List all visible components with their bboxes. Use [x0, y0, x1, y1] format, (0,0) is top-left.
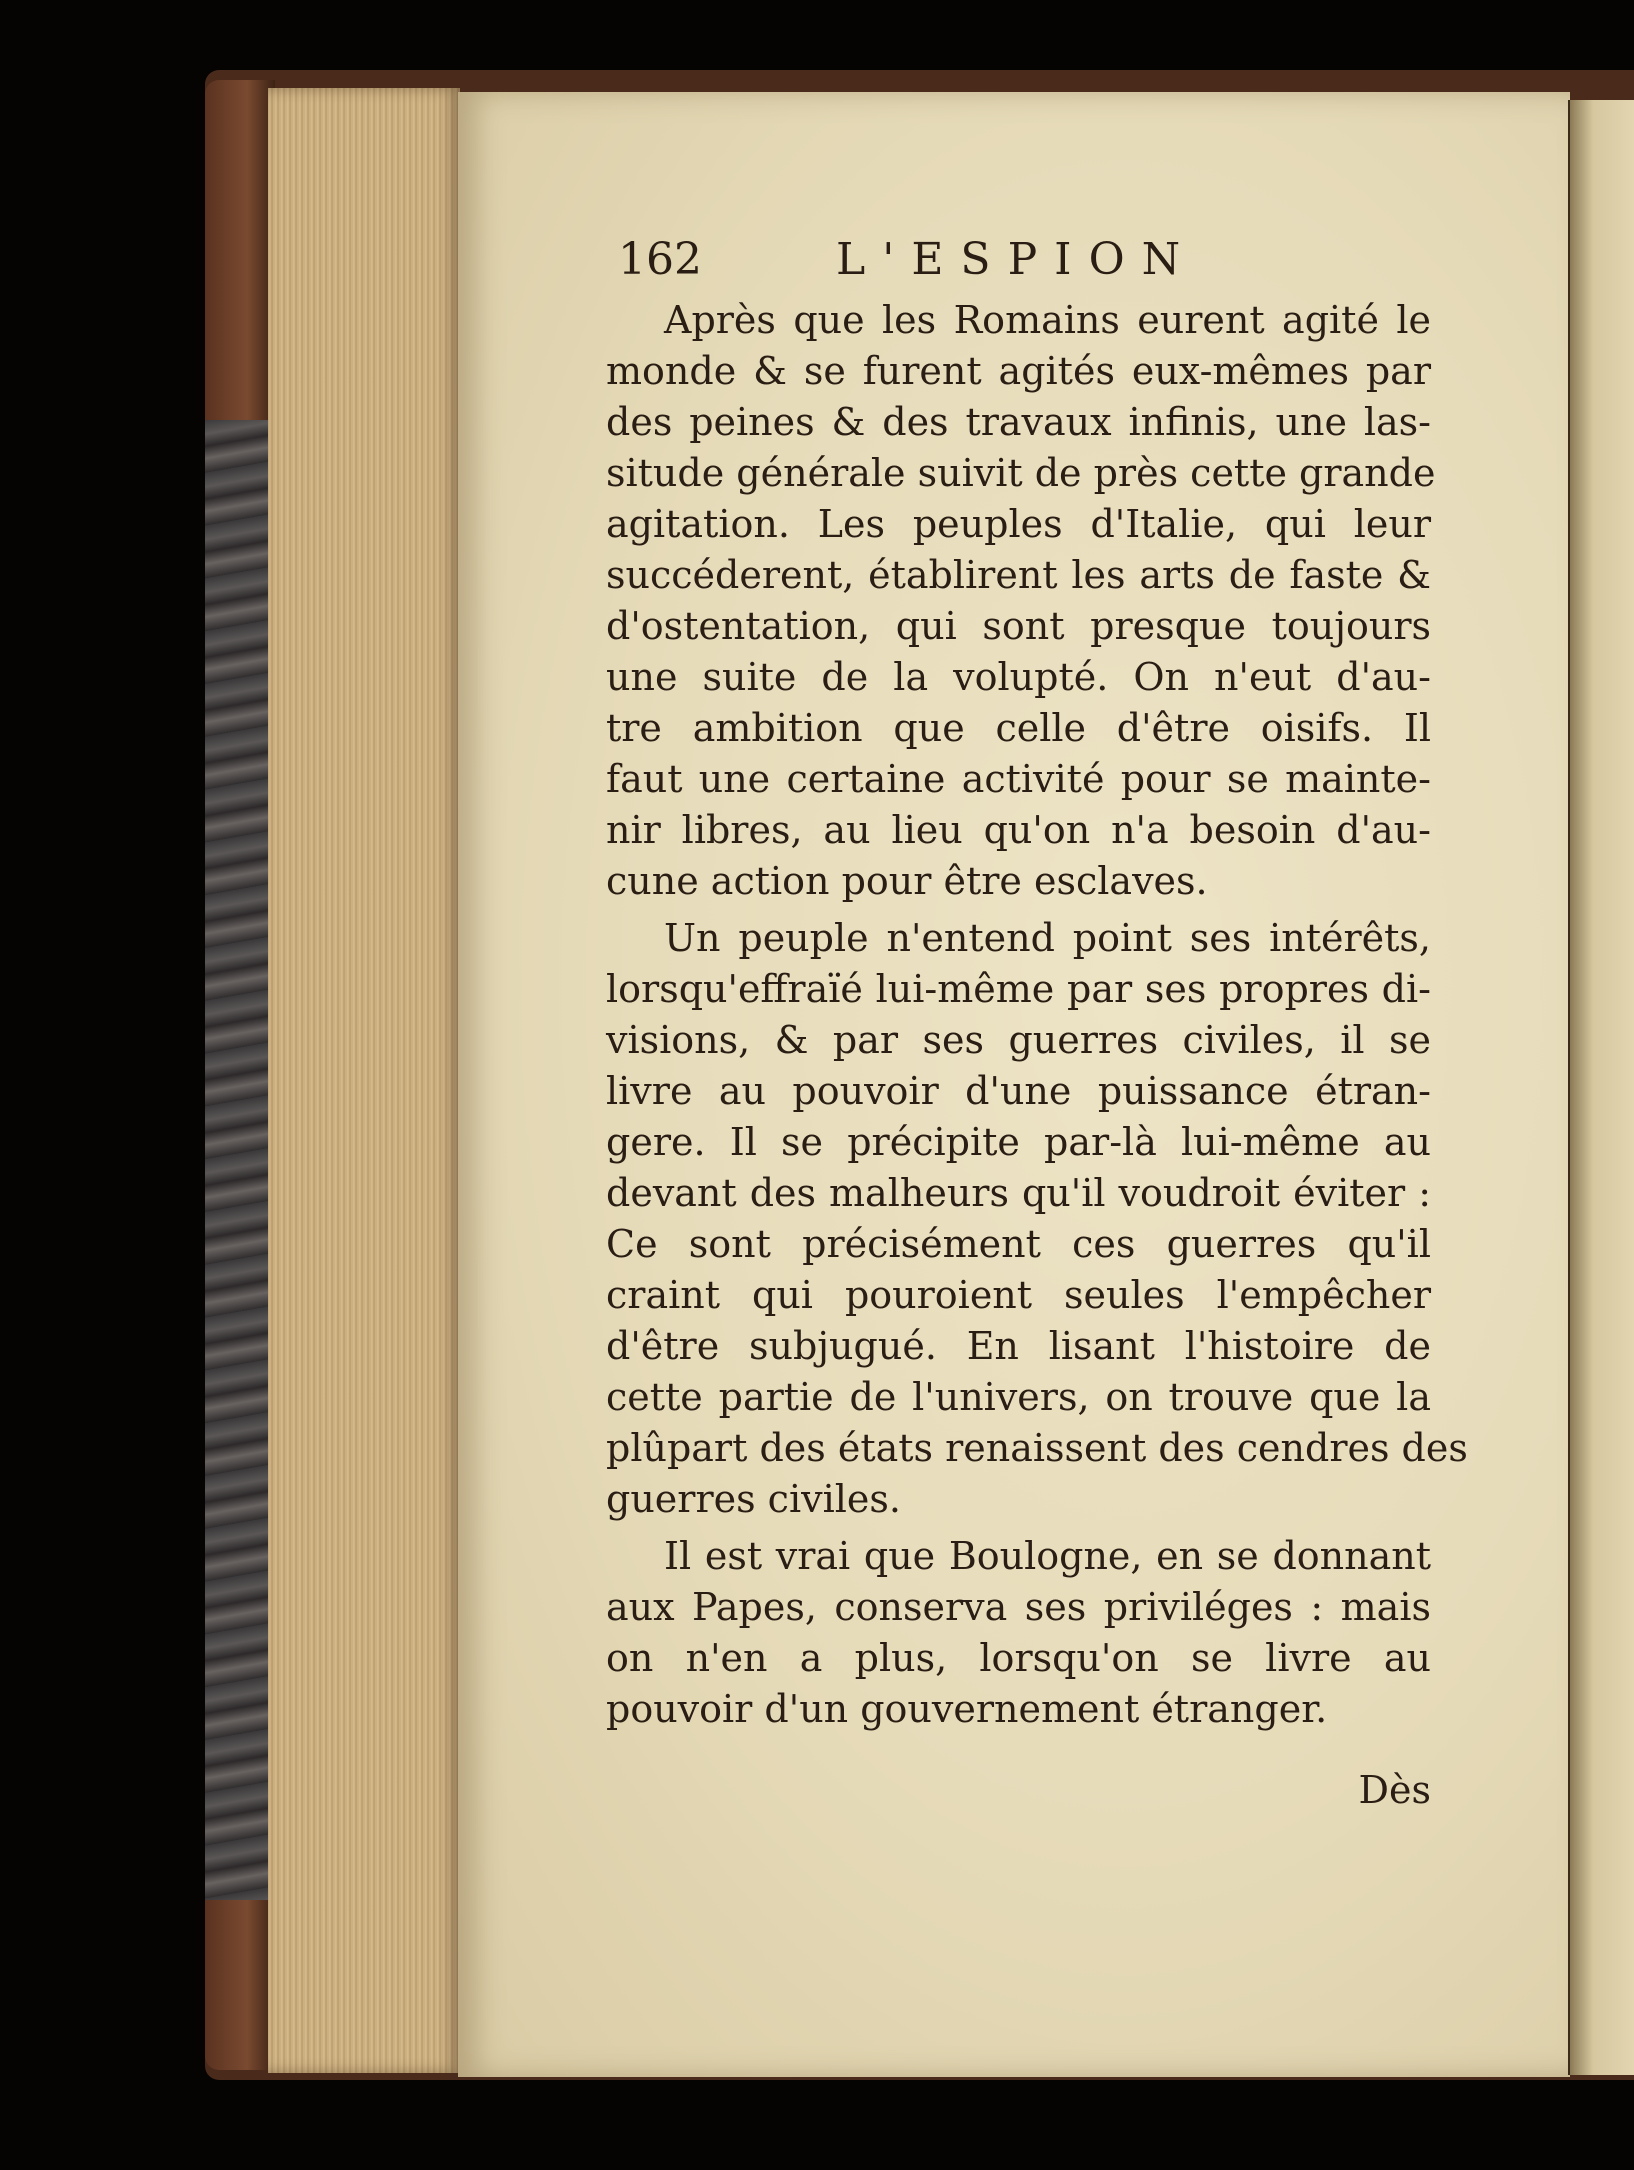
page-text: [606, 225, 1468, 1812]
text-line: craint qui pouroient seules l'empêcher: [606, 1273, 1431, 1317]
text-line: visions, & par ses guerres civiles, il se: [606, 1018, 1431, 1062]
paragraph-1: [606, 295, 1436, 907]
spine-leather-bottom: [205, 1900, 275, 2070]
text-line: d'être subjugué. En lisant l'histoire de: [606, 1324, 1431, 1368]
text-line: une suite de la volupté. On n'eut d'au-: [606, 655, 1431, 699]
paragraph-3: [606, 1531, 1431, 1735]
text-line: cette partie de l'univers, on trouve que la: [606, 1375, 1431, 1419]
text-line: livre au pouvoir d'une puissance étran-: [606, 1069, 1431, 1113]
text-line: on n'en a plus, lorsqu'on se livre au: [606, 1636, 1431, 1680]
text-line: aux Papes, conserva ses priviléges : mais: [606, 1585, 1431, 1629]
text-line: agitation. Les peuples d'Italie, qui leur: [606, 502, 1431, 546]
text-line: Après que les Romains eurent agité le: [664, 298, 1431, 342]
text-line: faut une certaine activité pour se mainte-: [606, 757, 1431, 801]
running-title: L'ESPION: [836, 234, 1198, 285]
text-line: Un peuple n'entend point ses intérêts,: [664, 916, 1431, 960]
paragraph-2: [606, 913, 1468, 1525]
text-line: monde & se furent agités eux-mêmes par: [606, 349, 1431, 393]
text-line: lorsqu'effraïé lui-même par ses propres di-: [606, 967, 1431, 1011]
text-line: guerres civiles.: [606, 1477, 901, 1521]
facing-page-edge: [1568, 100, 1634, 2075]
text-line: pouvoir d'un gouvernement étranger.: [606, 1687, 1328, 1731]
text-line: Ce sont précisément ces guerres qu'il: [606, 1222, 1431, 1266]
text-line: situde générale suivit de près cette grande: [606, 451, 1436, 495]
text-line: plûpart des états renaissent des cendres des: [606, 1426, 1468, 1470]
text-line: tre ambition que celle d'être oisifs. Il: [606, 706, 1431, 750]
spine-leather-top: [205, 80, 275, 440]
text-line: cune action pour être esclaves.: [606, 859, 1208, 903]
text-line: gere. Il se précipite par-là lui-même au: [606, 1120, 1431, 1164]
page-number: 162: [618, 234, 702, 285]
text-line: nir libres, au lieu qu'on n'a besoin d'au-: [606, 808, 1431, 852]
running-head: [606, 225, 1431, 295]
page-edges: [268, 88, 460, 2073]
marbled-board: [205, 420, 275, 1980]
text-line: succéderent, établirent les arts de faste &: [606, 553, 1431, 597]
text-line: d'ostentation, qui sont presque toujours: [606, 604, 1431, 648]
text-line: devant des malheurs qu'il voudroit éviter :: [606, 1171, 1431, 1215]
catchword: Dès: [1358, 1768, 1431, 1812]
text-line: Il est vrai que Boulogne, en se donnant: [664, 1534, 1431, 1578]
text-line: des peines & des travaux infinis, une las-: [606, 400, 1431, 444]
